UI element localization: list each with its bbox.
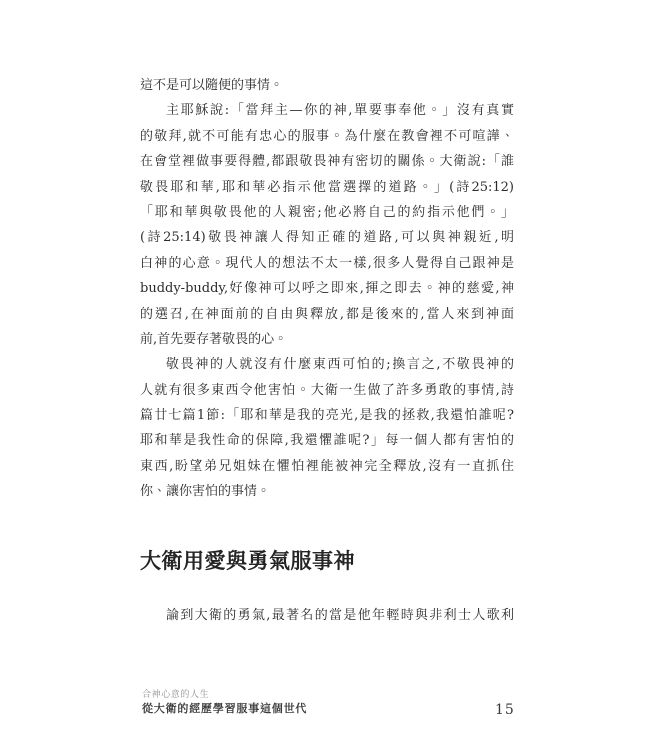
text-line: 敬畏耶和華,耶和華必指示他當選擇的道路。」(詩25:12) bbox=[140, 179, 514, 195]
text-line: 東西,盼望弟兄姐妹在懼怕裡能被神完全釋放,沒有一直抓住 bbox=[140, 458, 514, 474]
paragraph bbox=[140, 603, 514, 628]
text-line: 這不是可以隨便的事情。 bbox=[140, 78, 284, 93]
text-line: 前,首先要存著敬畏的心。 bbox=[140, 331, 288, 347]
text-line: 主耶穌說:「當拜主—你的神,單要事奉他。」沒有真實 bbox=[166, 103, 514, 119]
paragraph bbox=[140, 98, 514, 352]
text-line: 「耶和華與敬畏他的人親密;他必將自己的約指示他們。」 bbox=[140, 204, 514, 220]
text-line: 耶和華是我性命的保障,我還懼誰呢?」每一個人都有害怕的 bbox=[140, 433, 514, 449]
text-line: (詩25:14)敬畏神讓人得知正確的道路,可以與神親近,明 bbox=[140, 230, 514, 246]
text-line: 敬畏神的人就沒有什麼東西可怕的;換言之,不敬畏神的 bbox=[166, 357, 514, 373]
section-heading: 大衛用愛與勇氣服事神 bbox=[140, 547, 355, 573]
body-text-block bbox=[140, 73, 514, 628]
text-line: 在會堂裡做事要得體,都跟敬畏神有密切的關係。大衛說:「誰 bbox=[140, 154, 514, 170]
text-line: 的選召,在神面前的自由與釋放,都是後來的,當人來到神面 bbox=[140, 306, 514, 322]
page-number: 15 bbox=[495, 702, 515, 718]
text-line: 人就有很多東西令他害怕。大衛一生做了許多勇敢的事情,詩 bbox=[140, 382, 514, 398]
paragraph bbox=[140, 73, 514, 98]
text-line: 白神的心意。現代人的想法不太一樣,很多人覺得自己跟神是 bbox=[140, 255, 514, 271]
footer-book-title: 從大衛的經歷學習服事這個世代 bbox=[142, 702, 308, 715]
text-line: 篇廿七篇1節:「耶和華是我的亮光,是我的拯救,我還怕誰呢? bbox=[140, 408, 514, 424]
text-line: 論到大衛的勇氣,最著名的當是他年輕時與非利士人歌利 bbox=[166, 607, 514, 623]
text-line: 的敬拜,就不可能有忠心的服事。為什麼在教會裡不可喧譁、 bbox=[140, 128, 514, 144]
text-line: 你、讓你害怕的事情。 bbox=[140, 484, 271, 500]
footer bbox=[142, 689, 307, 716]
paragraph bbox=[140, 352, 514, 504]
text-line: buddy-buddy,好像神可以呼之即來,揮之即去。神的慈愛,神 bbox=[140, 281, 514, 297]
footer-series-title: 合神心意的人生 bbox=[142, 690, 210, 700]
